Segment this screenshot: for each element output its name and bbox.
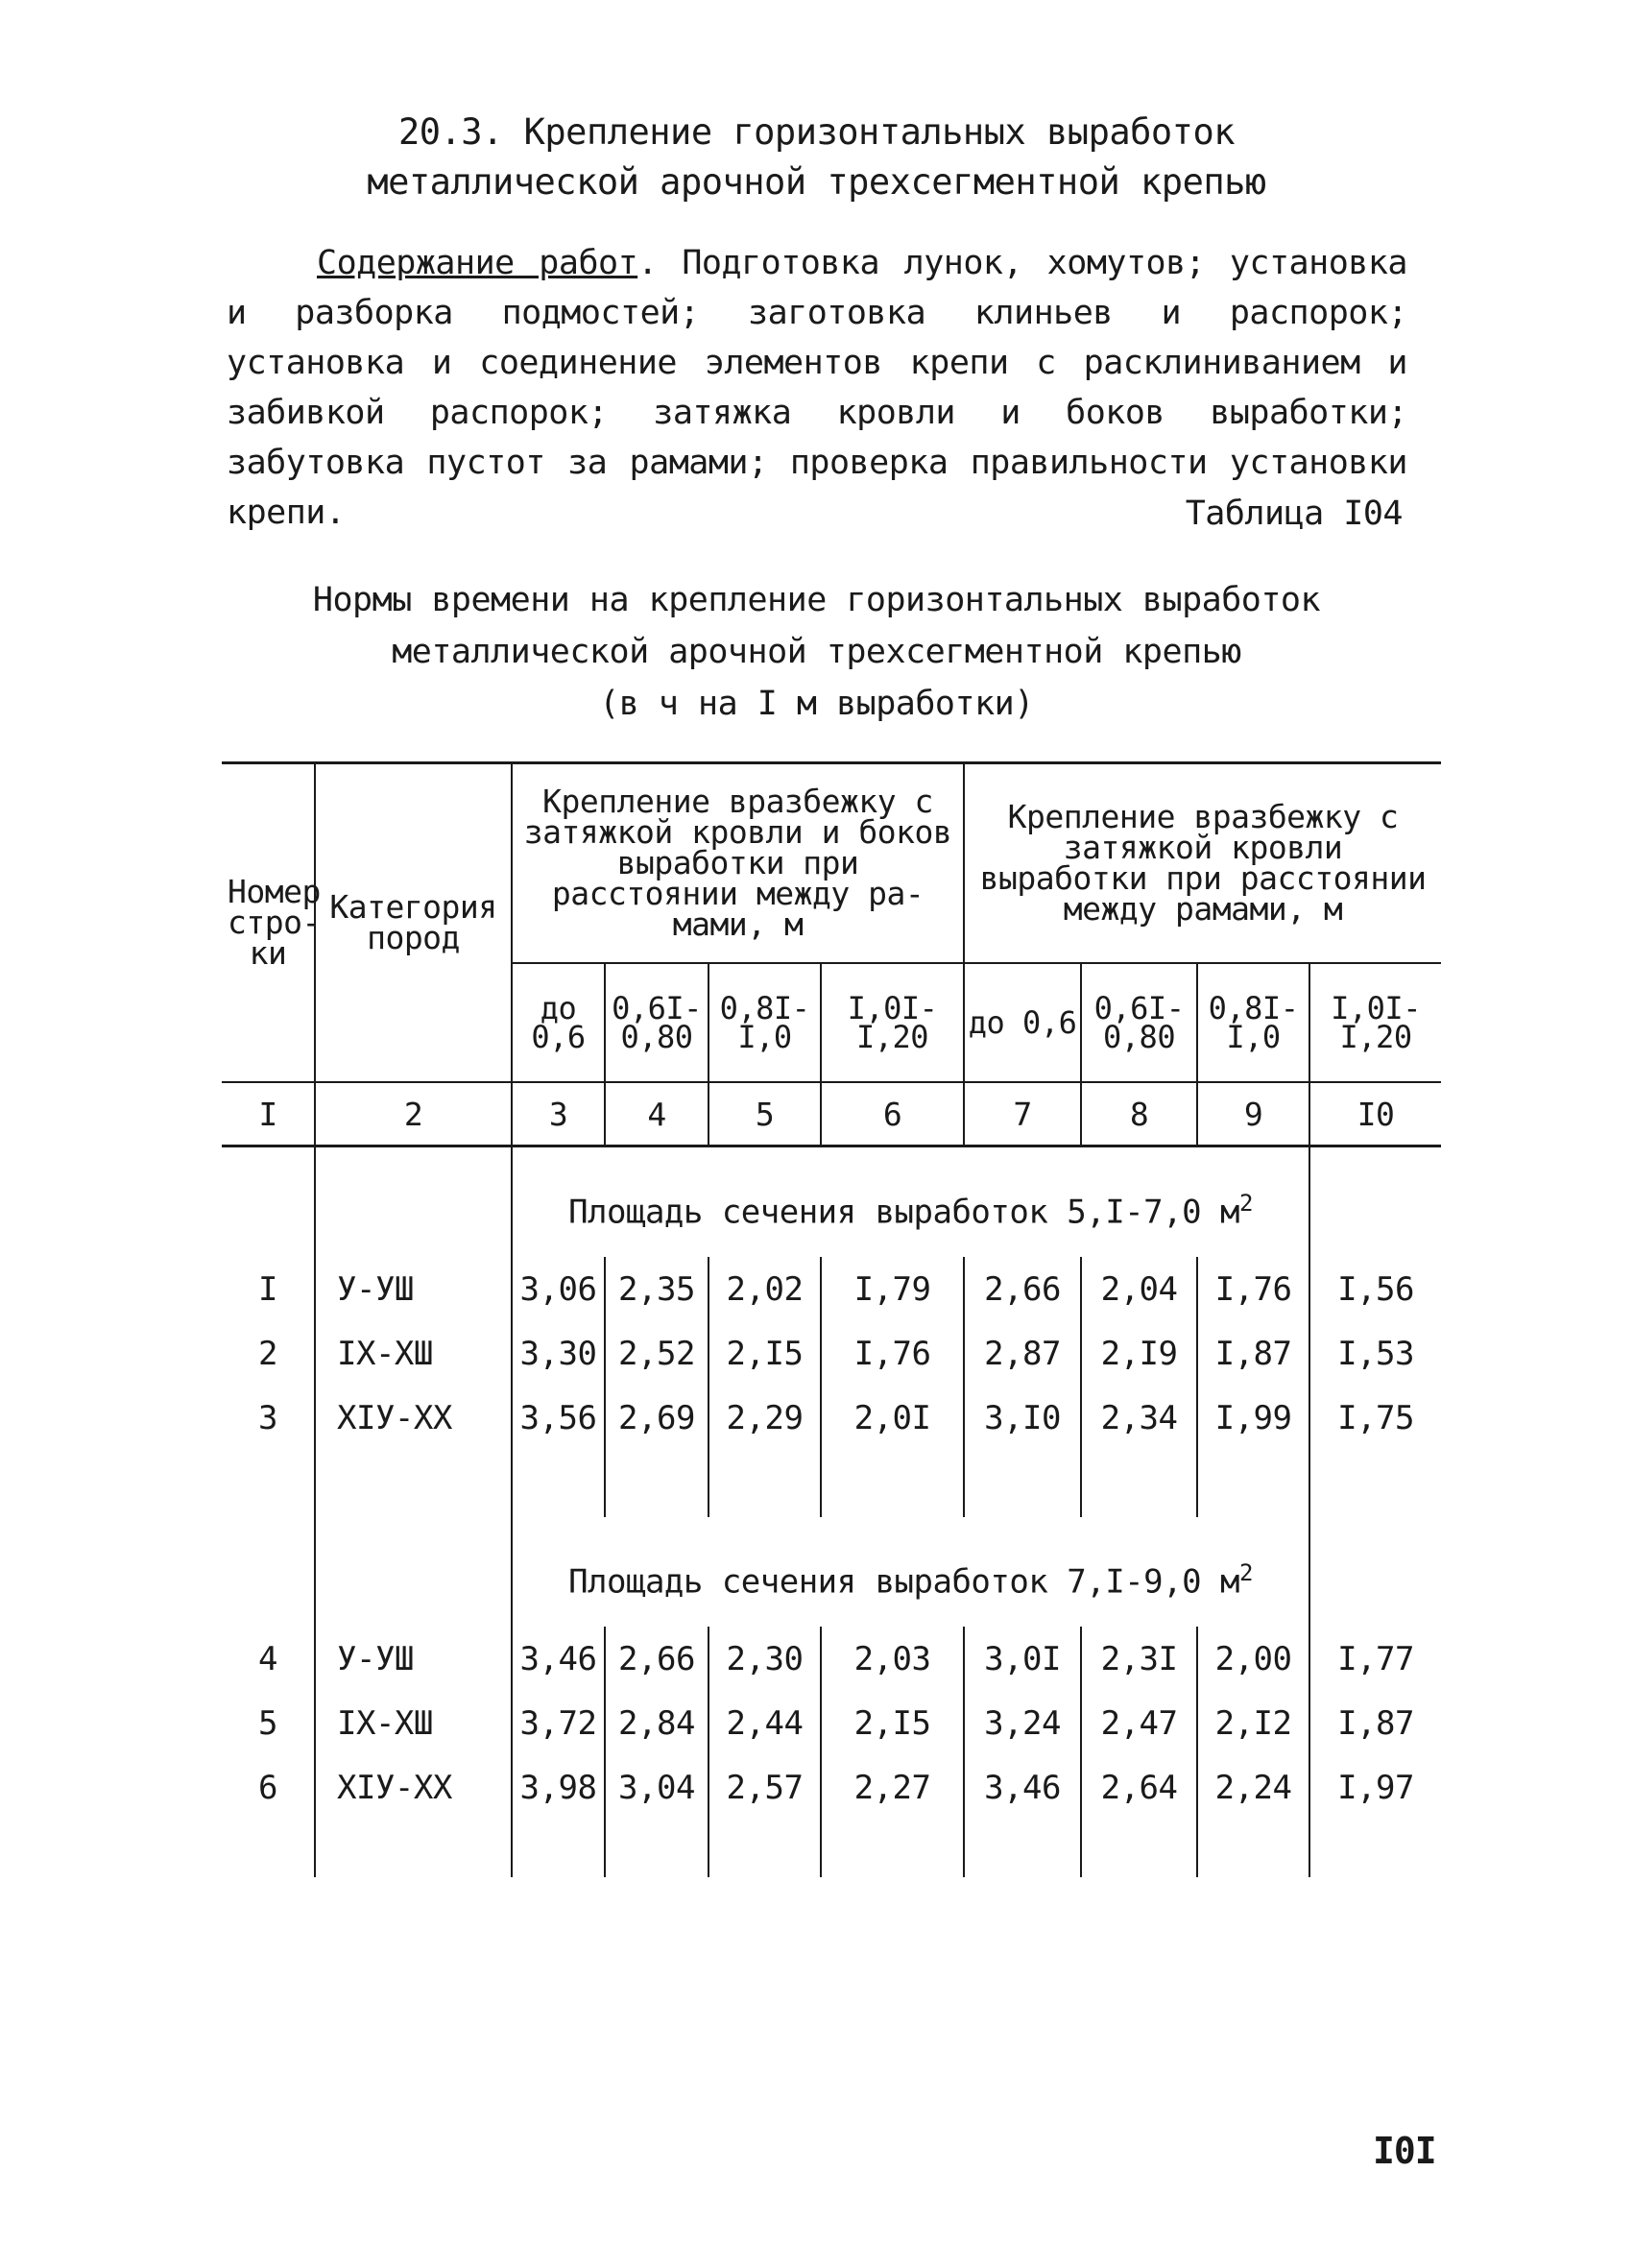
table-row [222,1691,1441,1755]
area-section-row [222,1146,1441,1258]
rock-category: У-УШ [315,1627,512,1691]
norm-value: 2,57 [708,1755,821,1820]
table-number: Таблица I04 [1185,495,1403,533]
norm-value: I,87 [1197,1321,1309,1386]
work-content-paragraph [227,238,1407,538]
norm-value: 3,24 [964,1691,1081,1755]
norm-value: 3,0I [964,1627,1081,1691]
rock-category: У-УШ [315,1257,512,1321]
norm-value: 2,3I [1081,1627,1197,1691]
norm-value: 3,46 [512,1627,605,1691]
table-caption-line1: Нормы времени на крепление горизонтальных выработок [312,581,1321,619]
norm-value: 2,84 [605,1691,708,1755]
norm-value: 2,30 [708,1627,821,1691]
spacer-row [222,1820,1441,1877]
header-range: до 0,6 [964,963,1081,1082]
header-rock-category: Категория пород [315,763,512,1083]
table-row [222,1257,1441,1321]
norm-value: 2,I5 [821,1691,964,1755]
norm-value: 3,06 [512,1257,605,1321]
row-number: I [222,1257,315,1321]
header-range: 0,6I- 0,80 [605,963,708,1082]
header-range: I,0I- I,20 [821,963,964,1082]
norm-value: 2,0I [821,1386,964,1450]
page-number: I0I [1373,2130,1436,2172]
column-number: 9 [1197,1082,1309,1146]
norm-value: 3,30 [512,1321,605,1386]
table-row [222,1321,1441,1386]
header-range: I,0I- I,20 [1309,963,1441,1082]
work-content-lead: Содержание работ [317,244,638,282]
norm-value: I,77 [1309,1627,1441,1691]
norm-value: 3,I0 [964,1386,1081,1450]
header-range: до 0,6 [512,963,605,1082]
norm-value: 3,04 [605,1755,708,1820]
norm-value: I,75 [1309,1386,1441,1450]
column-number-row [222,1082,1441,1146]
header-group-roof-and-sides: Крепление вразбежку с затяжкой кровли и боков выработки при расстоянии между ра- мами, м [512,763,964,964]
row-number: 2 [222,1321,315,1386]
norm-value: 3,72 [512,1691,605,1755]
rock-category: XIУ-XX [315,1755,512,1820]
norm-value: 2,I9 [1081,1321,1197,1386]
norm-value: 2,I2 [1197,1691,1309,1755]
norm-value: I,99 [1197,1386,1309,1450]
rock-category: IX-XШ [315,1691,512,1755]
table-caption [0,574,1633,730]
section-title-line2: металлической арочной трехсегментной крепью [367,161,1266,203]
rock-category: IX-XШ [315,1321,512,1386]
norm-value: 2,04 [1081,1257,1197,1321]
column-number: 7 [964,1082,1081,1146]
work-content-text: . Подготовка лунок, хомутов; установка и разборка подмостей; заготовка клиньев и распорок; установка и соединение элементов крепи с расклиниванием и забивкой распорок; затяжка кровли и боков выработки; забутовка пустот за рамами; проверка правильности установки крепи. [227,244,1407,532]
norm-value: 2,00 [1197,1627,1309,1691]
norm-value: 2,34 [1081,1386,1197,1450]
norm-value: 2,69 [605,1386,708,1450]
norm-value: 2,87 [964,1321,1081,1386]
norm-value: I,76 [1197,1257,1309,1321]
norm-value: I,97 [1309,1755,1441,1820]
area-section-label: Площадь сечения выработок 5,I-7,0 $м^2$ [568,1190,1253,1232]
row-number: 4 [222,1627,315,1691]
rock-category: XIУ-XX [315,1386,512,1450]
norm-value: 2,44 [708,1691,821,1755]
column-number: 3 [512,1082,605,1146]
norm-value: 2,I5 [708,1321,821,1386]
norm-value: 2,64 [1081,1755,1197,1820]
norm-value: 2,52 [605,1321,708,1386]
table-row [222,1386,1441,1450]
table-row [222,1627,1441,1691]
column-number: 6 [821,1082,964,1146]
row-number: 3 [222,1386,315,1450]
norm-value: 2,03 [821,1627,964,1691]
area-section-row [222,1517,1441,1627]
norm-value: I,56 [1309,1257,1441,1321]
header-group-roof-only: Крепление вразбежку с затяжкой кровли выработки при расстоянии между рамами, м [964,763,1441,964]
area-section-label: Площадь сечения выработок 7,I-9,0 $м^2$ [568,1559,1253,1602]
header-range: 0,8I- I,0 [708,963,821,1082]
section-title [0,108,1633,207]
row-number: 6 [222,1755,315,1820]
norm-value: 2,27 [821,1755,964,1820]
column-number: 5 [708,1082,821,1146]
norm-value: 2,66 [964,1257,1081,1321]
header-range: 0,8I- I,0 [1197,963,1309,1082]
norm-value: 3,46 [964,1755,1081,1820]
header-row-number: Номер стро- ки [222,763,315,1083]
norm-value: 2,24 [1197,1755,1309,1820]
table-caption-line2: металлической арочной трехсегментной крепью [392,633,1241,671]
column-number: 2 [315,1082,512,1146]
norm-value: I,87 [1309,1691,1441,1755]
header-range: 0,6I- 0,80 [1081,963,1197,1082]
column-number: I [222,1082,315,1146]
norm-value: I,53 [1309,1321,1441,1386]
column-number: I0 [1309,1082,1441,1146]
norm-value: 2,66 [605,1627,708,1691]
norm-value: 2,47 [1081,1691,1197,1755]
table-caption-line3: (в ч на I м выработки) [599,685,1034,723]
norms-table [222,761,1441,1877]
section-title-line1: 20.3. Крепление горизонтальных выработок [397,111,1236,153]
row-number: 5 [222,1691,315,1755]
norm-value: 3,98 [512,1755,605,1820]
norm-value: I,76 [821,1321,964,1386]
norm-value: I,79 [821,1257,964,1321]
column-number: 4 [605,1082,708,1146]
norm-value: 2,29 [708,1386,821,1450]
norm-value: 2,02 [708,1257,821,1321]
norm-value: 3,56 [512,1386,605,1450]
column-number: 8 [1081,1082,1197,1146]
spacer-row [222,1450,1441,1517]
table-row [222,1755,1441,1820]
norm-value: 2,35 [605,1257,708,1321]
